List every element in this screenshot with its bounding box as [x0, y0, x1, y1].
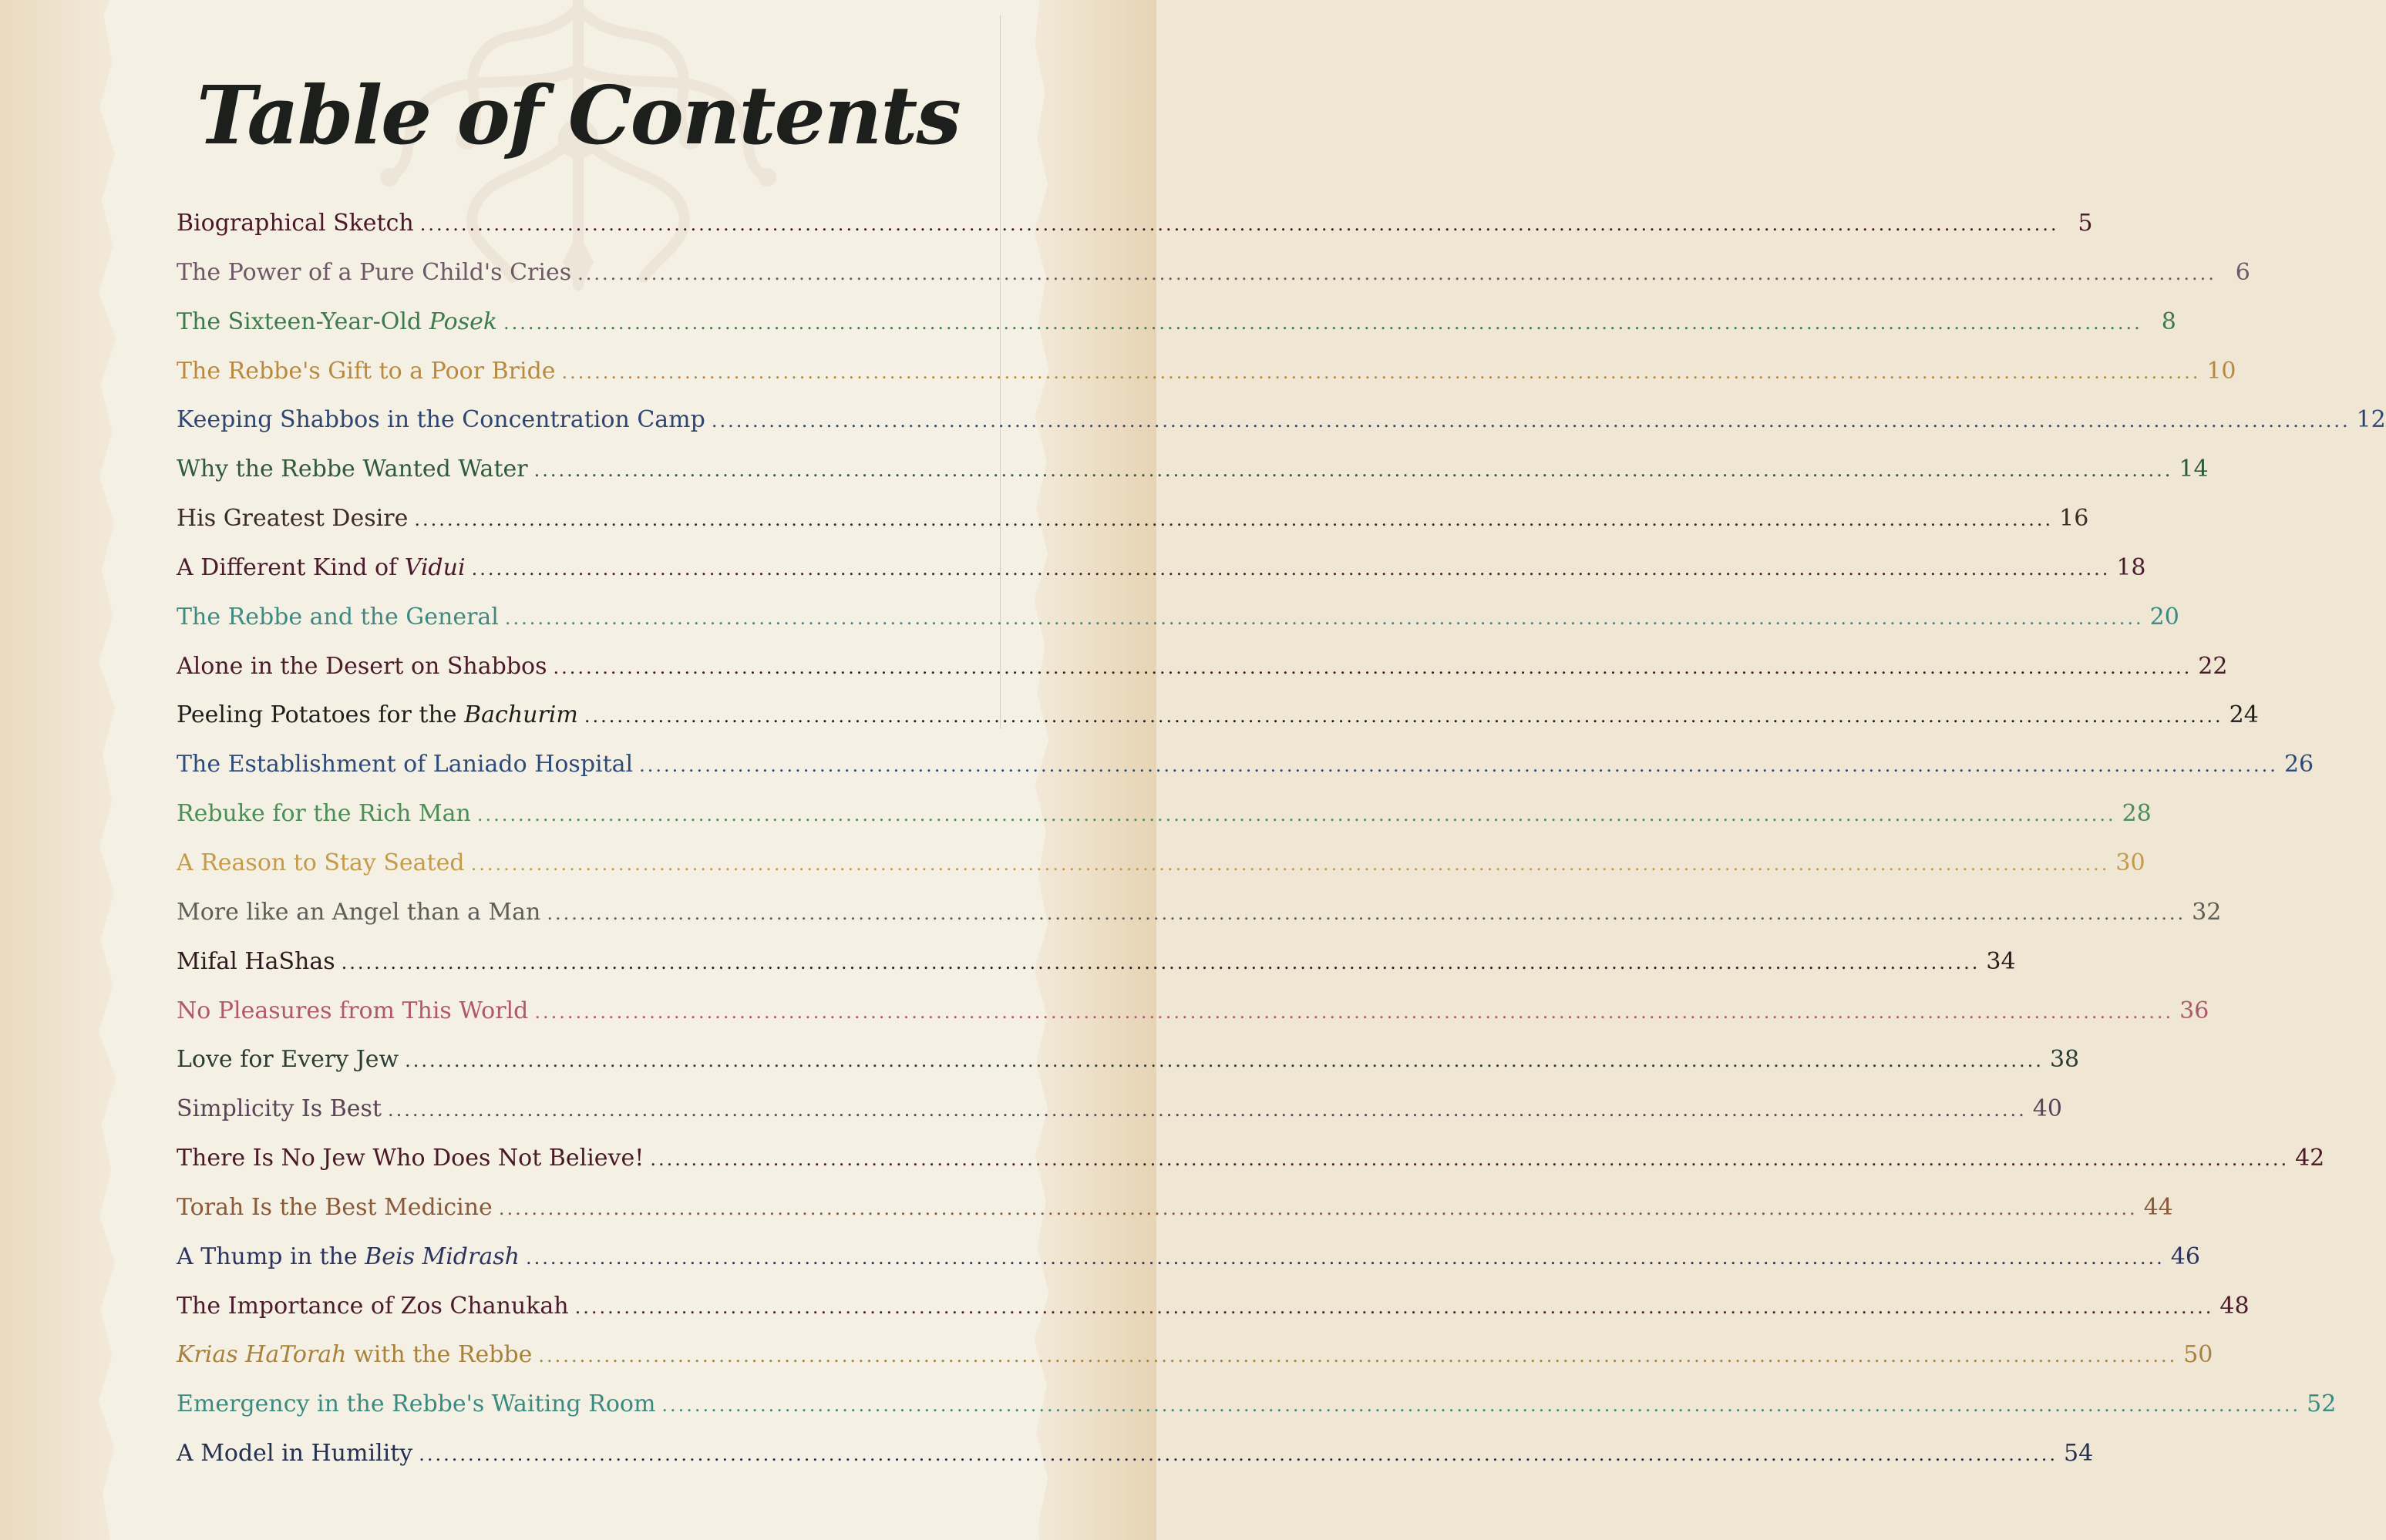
- toc-entry-title: [177, 1340, 532, 1370]
- toc-entry-title-text: A Thump in the: [177, 1242, 365, 1270]
- dot-leader: ........................................................................................................................................................................................................: [525, 1246, 2165, 1269]
- toc-entry-title: [177, 356, 556, 387]
- toc-entry-title: [177, 1291, 569, 1322]
- toc-entry-title-italic: Krias HaTorah: [177, 1341, 347, 1369]
- toc-list: [177, 208, 2386, 1488]
- toc-entry-title: [177, 947, 335, 977]
- toc-entry-title-italic: Beis Midrash: [365, 1242, 520, 1270]
- toc-entry[interactable]: [177, 947, 2016, 996]
- toc-page-number: 54: [2064, 1440, 2094, 1468]
- dot-leader: ........................................................................................................................................................................................................: [553, 656, 2192, 678]
- toc-entry-title-text: Simplicity Is Best: [177, 1095, 382, 1123]
- toc-entry-title: [177, 503, 408, 534]
- toc-entry-title-text: A Model in Humility: [177, 1440, 413, 1468]
- toc-entry[interactable]: [177, 799, 2152, 848]
- toc-page-number: 18: [2116, 553, 2146, 581]
- dot-leader: ........................................................................................................................................................................................................: [387, 1099, 2027, 1121]
- toc-page-number: 40: [2032, 1095, 2062, 1123]
- toc-entry-title-text: Alone in the Desert on Shabbos: [177, 652, 547, 680]
- toc-entry-title-text: The Sixteen-Year-Old: [177, 308, 429, 335]
- toc-entry-title-text: Emergency in the Rebbe's Waiting Room: [177, 1390, 656, 1418]
- dot-leader: ........................................................................................................................................................................................................: [533, 459, 2173, 482]
- toc-entry-title-text: More like an Angel than a Man: [177, 898, 541, 926]
- toc-page-number: 5: [2078, 210, 2093, 237]
- dot-leader: ........................................................................................................................................................................................................: [661, 1394, 2301, 1417]
- dot-leader: ........................................................................................................................................................................................................: [577, 262, 2216, 284]
- toc-entry[interactable]: [177, 602, 2179, 651]
- toc-page-number: 26: [2283, 751, 2314, 778]
- toc-entry-title-text: Torah Is the Best Medicine: [177, 1193, 493, 1221]
- dot-leader: ........................................................................................................................................................................................................: [419, 1444, 2058, 1466]
- toc-entry[interactable]: [177, 1242, 2200, 1291]
- toc-entry-title-text: No Pleasures from This World: [177, 997, 529, 1024]
- toc-entry[interactable]: [177, 1291, 2250, 1340]
- dot-leader: ........................................................................................................................................................................................................: [650, 1148, 2290, 1171]
- toc-page-number: 30: [2115, 849, 2145, 876]
- toc-entry[interactable]: [177, 405, 2386, 454]
- toc-entry[interactable]: [177, 553, 2146, 602]
- dot-leader: ........................................................................................................................................................................................................: [574, 1296, 2214, 1318]
- toc-entry-title-italic: Vidui: [404, 553, 466, 581]
- toc-entry[interactable]: [177, 356, 2236, 405]
- toc-entry[interactable]: [177, 1438, 2094, 1488]
- toc-entry-title: [177, 749, 633, 780]
- toc-page-number: 6: [2235, 258, 2250, 286]
- toc-page-number: 22: [2198, 652, 2228, 680]
- toc-entry-title: [177, 848, 465, 879]
- toc-page-number: 36: [2179, 997, 2209, 1024]
- toc-entry-title-italic: Bachurim: [464, 701, 578, 729]
- toc-page-number: 10: [2206, 357, 2236, 385]
- toc-entry-title-text: The Establishment of Laniado Hospital: [177, 751, 634, 778]
- dot-leader: ........................................................................................................................................................................................................: [471, 557, 2111, 580]
- toc-entry[interactable]: [177, 208, 2093, 257]
- toc-entry-title-text: Keeping Shabbos in the Concentration Camp: [177, 406, 705, 434]
- toc-entry[interactable]: [177, 848, 2145, 897]
- toc-entry-title-text: Why the Rebbe Wanted Water: [177, 456, 528, 483]
- toc-entry-title-text: Mifal HaShas: [177, 947, 335, 975]
- dot-leader: ........................................................................................................................................................................................................: [341, 951, 1980, 973]
- toc-entry-title: [177, 1242, 520, 1273]
- toc-entry-title-text: with the Rebbe: [346, 1341, 533, 1369]
- toc-page-number: 44: [2143, 1193, 2173, 1221]
- toc-entry[interactable]: [177, 1389, 2337, 1438]
- toc-page-number: 20: [2149, 603, 2179, 630]
- toc-entry-title: [177, 208, 414, 239]
- toc-page-number: 14: [2179, 456, 2209, 483]
- dot-leader: ........................................................................................................................................................................................................: [711, 410, 2351, 432]
- toc-page-number: 46: [2170, 1242, 2200, 1270]
- toc-entry-title: [177, 553, 466, 583]
- toc-entry-title: [177, 454, 528, 485]
- toc-entry-title: [177, 897, 540, 928]
- toc-entry[interactable]: [177, 1094, 2062, 1143]
- page-title: Table of Contents: [197, 68, 960, 163]
- toc-page-number: 48: [2219, 1292, 2250, 1320]
- toc-entry-title-text: Peeling Potatoes for the: [177, 701, 465, 729]
- toc-page-number: 8: [2161, 308, 2176, 335]
- toc-page-number: 50: [2183, 1341, 2213, 1369]
- toc-entry-title-text: Love for Every Jew: [177, 1046, 399, 1074]
- toc-entry[interactable]: [177, 1143, 2325, 1192]
- toc-entry-title: [177, 257, 571, 288]
- toc-entry-title: [177, 1192, 493, 1223]
- dot-leader: ........................................................................................................................................................................................................: [503, 311, 2142, 334]
- toc-entry-title: [177, 799, 471, 829]
- toc-page-number: 24: [2229, 701, 2259, 729]
- toc-entry-title-text: There Is No Jew Who Does Not Believe!: [177, 1145, 644, 1172]
- dot-leader: ........................................................................................................................................................................................................: [405, 1050, 2044, 1072]
- toc-entry[interactable]: [177, 307, 2176, 356]
- toc-entry-title: [177, 307, 497, 338]
- dot-leader: ........................................................................................................................................................................................................: [498, 1197, 2138, 1219]
- toc-entry-title: [177, 700, 578, 731]
- toc-entry[interactable]: [177, 503, 2089, 553]
- toc-entry[interactable]: [177, 1340, 2213, 1389]
- dot-leader: ........................................................................................................................................................................................................: [561, 361, 2201, 383]
- toc-page-number: 52: [2307, 1390, 2337, 1418]
- dot-leader: ........................................................................................................................................................................................................: [504, 607, 2144, 629]
- dot-leader: ........................................................................................................................................................................................................: [476, 804, 2116, 826]
- dot-leader: ........................................................................................................................................................................................................: [639, 755, 2278, 777]
- toc-entry-title-text: The Rebbe's Gift to a Poor Bride: [177, 357, 556, 385]
- toc-entry[interactable]: [177, 1044, 2080, 1094]
- toc-page-number: 28: [2122, 800, 2152, 828]
- dot-leader: ........................................................................................................................................................................................................: [534, 1000, 2174, 1023]
- toc-entry[interactable]: [177, 1192, 2173, 1242]
- toc-page-number: 12: [2356, 406, 2386, 434]
- toc-entry-title-text: His Greatest Desire: [177, 505, 409, 533]
- toc-entry-title: [177, 1143, 644, 1174]
- toc-entry-title: [177, 1094, 382, 1125]
- toc-entry[interactable]: [177, 257, 2250, 307]
- toc-entry-title-text: Biographical Sketch: [177, 210, 414, 237]
- toc-entry-title: [177, 602, 499, 633]
- toc-page-number: 34: [1986, 947, 2016, 975]
- toc-entry[interactable]: [177, 454, 2209, 503]
- toc-entry-title-text: The Power of a Pure Child's Cries: [177, 258, 572, 286]
- toc-entry-title-italic: Posek: [429, 308, 498, 335]
- toc-entry[interactable]: [177, 897, 2222, 947]
- dot-leader: ........................................................................................................................................................................................................: [470, 852, 2110, 875]
- dot-leader: ........................................................................................................................................................................................................: [547, 902, 2186, 924]
- toc-page-number: 42: [2295, 1145, 2325, 1172]
- toc-page-number: 32: [2192, 898, 2222, 926]
- toc-entry[interactable]: [177, 651, 2228, 701]
- toc-entry[interactable]: [177, 700, 2259, 749]
- toc-page-number: 38: [2049, 1046, 2080, 1074]
- dot-leader: ........................................................................................................................................................................................................: [538, 1345, 2178, 1367]
- toc-entry-title: [177, 996, 528, 1027]
- toc-entry-title-text: A Different Kind of: [177, 553, 405, 581]
- toc-entry-title-text: The Importance of Zos Chanukah: [177, 1292, 569, 1320]
- toc-entry-title-text: The Rebbe and the General: [177, 603, 499, 630]
- dot-leader: ........................................................................................................................................................................................................: [584, 705, 2223, 728]
- toc-entry[interactable]: [177, 996, 2209, 1045]
- toc-entry-title-text: A Reason to Stay Seated: [177, 849, 465, 876]
- toc-entry-title: [177, 651, 547, 682]
- toc-entry-title: [177, 1044, 399, 1075]
- dot-leader: ........................................................................................................................................................................................................: [419, 214, 2059, 235]
- toc-entry-title: [177, 1438, 412, 1469]
- toc-entry-title: [177, 405, 705, 435]
- toc-entry-title: [177, 1389, 655, 1420]
- toc-entry-title-text: Rebuke for the Rich Man: [177, 800, 471, 828]
- dot-leader: ........................................................................................................................................................................................................: [414, 509, 2054, 531]
- toc-page-number: 16: [2059, 505, 2089, 533]
- toc-entry[interactable]: [177, 749, 2314, 799]
